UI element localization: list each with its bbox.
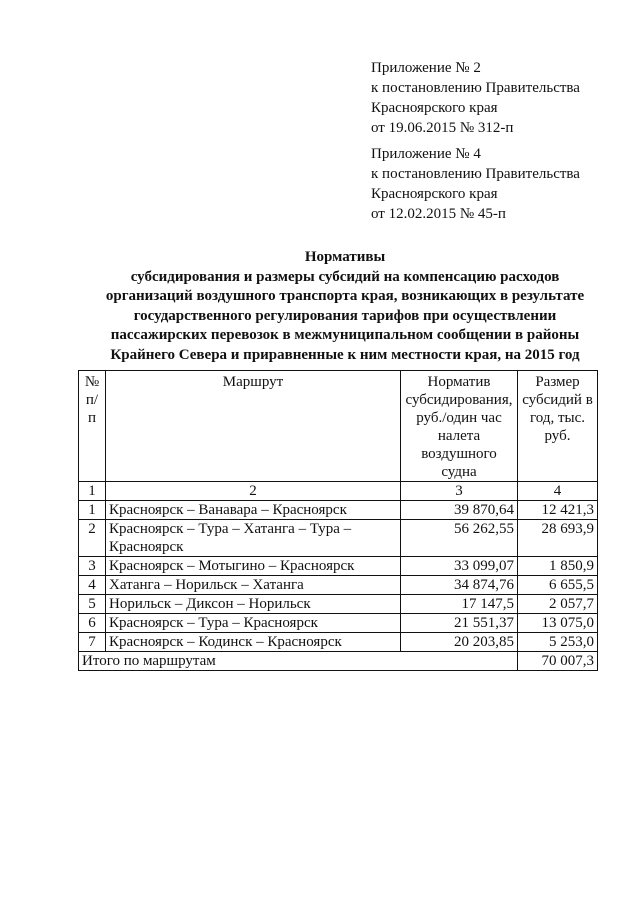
row-num: 2 <box>79 520 106 557</box>
row-norm: 17 147,5 <box>401 595 518 614</box>
row-norm: 33 099,07 <box>401 557 518 576</box>
total-label: Итого по маршрутам <box>79 652 518 671</box>
appendix-line: Красноярского края <box>371 186 498 202</box>
column-number: 3 <box>401 482 518 501</box>
row-num: 4 <box>79 576 106 595</box>
row-route: Красноярск – Кодинск – Красноярск <box>106 633 401 652</box>
document-title <box>70 248 620 365</box>
appendix-2-header <box>371 58 580 138</box>
header-num: № п/п <box>79 371 106 482</box>
column-number: 1 <box>79 482 106 501</box>
row-norm: 21 551,37 <box>401 614 518 633</box>
row-subsidy: 2 057,7 <box>518 595 598 614</box>
appendix-line: к постановлению Правительства <box>371 80 580 96</box>
column-number: 4 <box>518 482 598 501</box>
subsidy-table <box>78 370 598 671</box>
row-route: Красноярск – Тура – Красноярск <box>106 614 401 633</box>
row-norm: 20 203,85 <box>401 633 518 652</box>
row-route: Норильск – Диксон – Норильск <box>106 595 401 614</box>
row-route: Красноярск – Тура – Хатанга – Тура – Красноярск <box>106 520 401 557</box>
table-row <box>79 614 598 633</box>
title-line: Крайнего Севера и приравненные к ним местности края, на 2015 год <box>110 346 580 363</box>
title-line: организаций воздушного транспорта края, возникающих в результате <box>105 288 585 304</box>
table-row <box>79 633 598 652</box>
column-numbers-row <box>79 482 598 501</box>
table-row <box>79 576 598 595</box>
table-row <box>79 501 598 520</box>
row-subsidy: 28 693,9 <box>518 520 598 557</box>
header-route: Маршрут <box>106 371 401 482</box>
title-line: субсидирования и размеры субсидий на компенсацию расходов <box>130 268 560 285</box>
row-num: 5 <box>79 595 106 614</box>
table-row <box>79 595 598 614</box>
row-num: 1 <box>79 501 106 520</box>
appendix-line: от 12.02.2015 № 45-п <box>371 206 506 222</box>
row-norm: 56 262,55 <box>401 520 518 557</box>
row-subsidy: 13 075,0 <box>518 614 598 633</box>
title-line: Нормативы <box>304 249 386 265</box>
row-norm: 39 870,64 <box>401 501 518 520</box>
row-num: 6 <box>79 614 106 633</box>
appendix-line: Приложение № 2 <box>371 60 481 76</box>
row-subsidy: 12 421,3 <box>518 501 598 520</box>
row-num: 7 <box>79 633 106 652</box>
row-num: 3 <box>79 557 106 576</box>
row-norm: 34 874,76 <box>401 576 518 595</box>
appendix-line: Приложение № 4 <box>371 146 481 162</box>
appendix-line: от 19.06.2015 № 312-п <box>371 120 514 136</box>
total-subsidy: 70 007,3 <box>518 652 598 671</box>
title-line: пассажирских перевозок в межмуниципальном сообщении в районы <box>110 327 580 343</box>
header-subsidy: Размер субсидий в год, тыс. руб. <box>518 371 598 482</box>
table-header-row <box>79 371 598 482</box>
appendix-line: Красноярского края <box>371 100 498 116</box>
column-number: 2 <box>106 482 401 501</box>
title-line: государственного регулирования тарифов при осуществлении <box>133 307 557 324</box>
appendix-4-header <box>371 144 580 224</box>
header-norm: Норматив субсидирования, руб./один час налета воздушного судна <box>401 371 518 482</box>
row-subsidy: 6 655,5 <box>518 576 598 595</box>
row-route: Красноярск – Ванавара – Красноярск <box>106 501 401 520</box>
table-row <box>79 557 598 576</box>
row-subsidy: 5 253,0 <box>518 633 598 652</box>
row-subsidy: 1 850,9 <box>518 557 598 576</box>
row-route: Красноярск – Мотыгино – Красноярск <box>106 557 401 576</box>
table-row <box>79 520 598 557</box>
appendix-line: к постановлению Правительства <box>371 166 580 182</box>
row-route: Хатанга – Норильск – Хатанга <box>106 576 401 595</box>
table-total-row <box>79 652 598 671</box>
